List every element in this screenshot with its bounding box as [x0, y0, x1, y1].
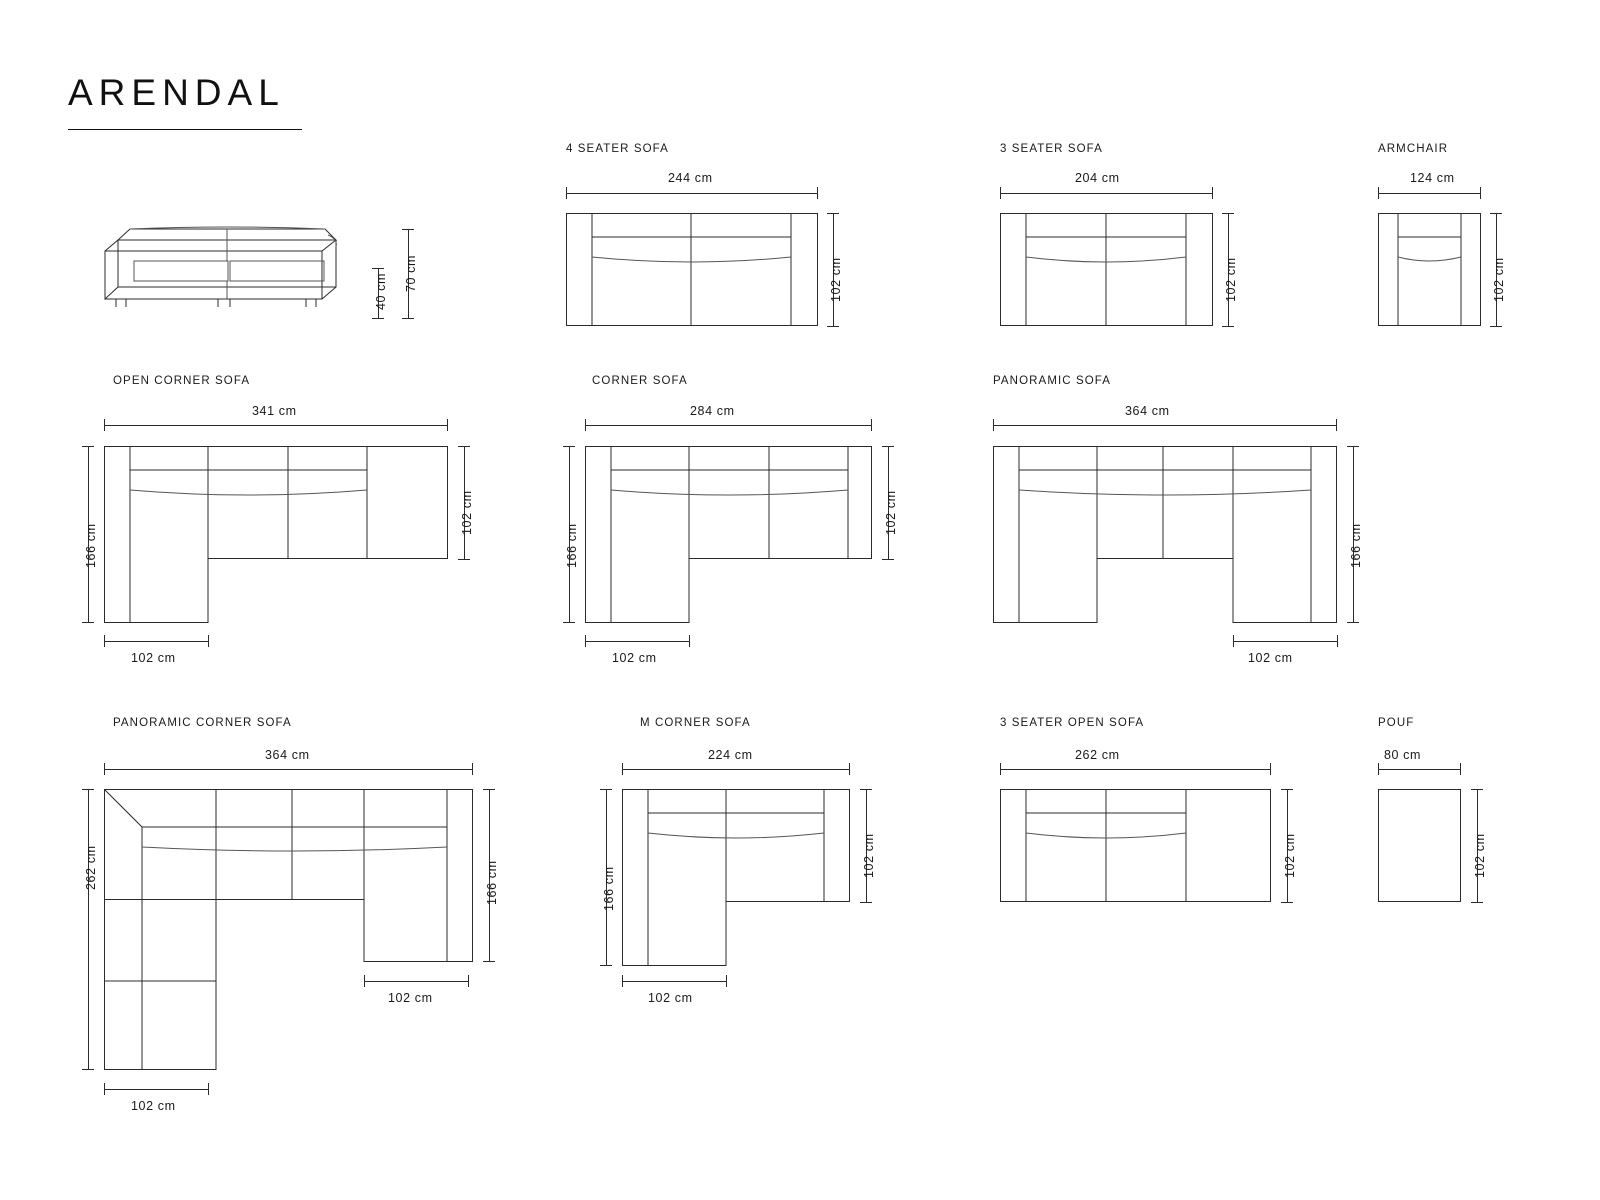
dim-corner-bottom-line — [585, 641, 690, 642]
dim-armchair-depth-tick-bottom — [1490, 326, 1502, 327]
dim-m-corner-width-tick-right — [849, 763, 850, 775]
plan-4-seater-sofa — [566, 213, 818, 326]
dim-panoramic-bottom-tick-left — [1233, 635, 1234, 647]
dim-4-seater-width-line — [566, 193, 818, 194]
perspective-height-total-tick-bottom — [402, 318, 414, 319]
dim-3-seater-open-width-line — [1000, 769, 1271, 770]
perspective-height-seat-label: 40 cm — [374, 272, 388, 310]
dim-armchair-depth-label: 102 cm — [1492, 257, 1506, 302]
plan-m-corner-sofa — [622, 789, 850, 966]
dim-panoramic-width-tick-right — [1336, 419, 1337, 431]
dim-pan-corner-width-tick-left — [104, 763, 105, 775]
dim-pan-corner-left-depth-line — [88, 789, 89, 1070]
dim-panoramic-bottom-tick-right — [1337, 635, 1338, 647]
dim-corner-depth-tick-bottom — [882, 559, 894, 560]
dim-3-seater-open-depth-label: 102 cm — [1283, 833, 1297, 878]
dim-pan-corner-depth-tick-bottom — [483, 961, 495, 962]
dim-pan-corner-right-bottom-tick-right — [468, 975, 469, 987]
dim-open-corner-width-tick-right — [447, 419, 448, 431]
dim-pan-corner-depth-label: 166 cm — [485, 860, 499, 905]
dim-armchair-width-tick-right — [1480, 187, 1481, 199]
dim-corner-depth-label: 102 cm — [884, 490, 898, 535]
dim-open-corner-left-depth-label: 166 cm — [84, 523, 98, 568]
dim-m-corner-left-depth-label: 166 cm — [602, 866, 616, 911]
item-label-3-seater-open-sofa: 3 SEATER OPEN SOFA — [1000, 717, 1145, 729]
item-label-3-seater-sofa: 3 SEATER SOFA — [1000, 143, 1103, 155]
dim-m-corner-depth-tick-bottom — [860, 902, 872, 903]
dim-open-corner-width-line — [104, 425, 448, 426]
dim-pouf-width-tick-left — [1378, 763, 1379, 775]
dim-open-corner-bottom-tick-right — [208, 635, 209, 647]
dim-3-seater-open-width-tick-right — [1270, 763, 1271, 775]
dim-armchair-width: 124 cm — [1410, 171, 1455, 185]
dim-4-seater-width: 244 cm — [668, 171, 713, 185]
dim-open-corner-bottom-tick-left — [104, 635, 105, 647]
perspective-height-seat-tick-top — [372, 268, 384, 269]
dim-3-seater-open-depth-tick-top — [1281, 789, 1293, 790]
dim-open-corner-width: 341 cm — [252, 404, 297, 418]
dim-panoramic-depth-label: 166 cm — [1349, 523, 1363, 568]
dim-3-seater-open-width: 262 cm — [1075, 748, 1120, 762]
dim-corner-left-depth-label: 166 cm — [565, 523, 579, 568]
dim-open-corner-depth-tick-bottom — [458, 559, 470, 560]
dim-corner-bottom-label: 102 cm — [612, 651, 657, 665]
dim-panoramic-width-tick-left — [993, 419, 994, 431]
dim-pouf-depth-tick-bottom — [1471, 902, 1483, 903]
plan-3-seater-open-sofa — [1000, 789, 1271, 902]
perspective-height-total-label: 70 cm — [404, 254, 418, 292]
dim-open-corner-depth-tick-top — [458, 446, 470, 447]
dim-panoramic-bottom-line — [1233, 641, 1338, 642]
dim-pouf-depth-tick-top — [1471, 789, 1483, 790]
dim-pan-corner-width-tick-right — [472, 763, 473, 775]
dim-corner-left-depth-tick-top — [563, 446, 575, 447]
dim-pan-corner-depth-tick-top — [483, 789, 495, 790]
dim-m-corner-depth-label: 102 cm — [862, 833, 876, 878]
dim-corner-width: 284 cm — [690, 404, 735, 418]
dim-3-seater-depth-tick-bottom — [1222, 326, 1234, 327]
dim-4-seater-width-tick-left — [566, 187, 567, 199]
dim-3-seater-open-depth-tick-bottom — [1281, 902, 1293, 903]
dim-m-corner-depth-tick-top — [860, 789, 872, 790]
plan-panoramic-sofa — [993, 446, 1337, 623]
item-label-panoramic-corner-sofa: PANORAMIC CORNER SOFA — [113, 717, 292, 729]
dim-pouf-depth-label: 102 cm — [1473, 833, 1487, 878]
title-divider — [68, 129, 302, 130]
dim-4-seater-depth-tick-top — [827, 213, 839, 214]
item-label-m-corner-sofa: M CORNER SOFA — [640, 717, 751, 729]
dim-m-corner-left-depth-tick-bottom — [600, 965, 612, 966]
dim-m-corner-bottom-tick-right — [726, 975, 727, 987]
dim-pouf-width-tick-right — [1460, 763, 1461, 775]
dim-m-corner-bottom-label: 102 cm — [648, 991, 693, 1005]
dim-pouf-width: 80 cm — [1384, 748, 1422, 762]
dim-open-corner-left-depth-tick-bottom — [82, 622, 94, 623]
dim-pan-corner-left-depth-label: 262 cm — [84, 845, 98, 890]
item-label-panoramic-sofa: PANORAMIC SOFA — [993, 375, 1112, 387]
plan-panoramic-corner-sofa — [104, 789, 473, 1070]
dim-3-seater-depth-tick-top — [1222, 213, 1234, 214]
dim-pouf-width-line — [1378, 769, 1461, 770]
plan-open-corner-sofa — [104, 446, 448, 623]
dim-pan-corner-bottom-line — [104, 1089, 209, 1090]
dim-4-seater-depth-tick-bottom — [827, 326, 839, 327]
item-label-open-corner-sofa: OPEN CORNER SOFA — [113, 375, 251, 387]
plan-pouf — [1378, 789, 1461, 902]
dim-pan-corner-left-depth-tick-top — [82, 789, 94, 790]
dim-pan-corner-width: 364 cm — [265, 748, 310, 762]
plan-3-seater-sofa — [1000, 213, 1213, 326]
dim-3-seater-depth-label: 102 cm — [1224, 257, 1238, 302]
dim-3-seater-width-tick-left — [1000, 187, 1001, 199]
dim-pan-corner-bottom-tick-right — [208, 1083, 209, 1095]
dim-open-corner-left-depth-tick-top — [82, 446, 94, 447]
dim-armchair-width-tick-left — [1378, 187, 1379, 199]
dim-panoramic-bottom-label: 102 cm — [1248, 651, 1293, 665]
plan-armchair — [1378, 213, 1481, 326]
dim-pan-corner-right-bottom-label: 102 cm — [388, 991, 433, 1005]
dim-m-corner-bottom-line — [622, 981, 727, 982]
dim-armchair-width-line — [1378, 193, 1481, 194]
dim-m-corner-left-depth-tick-top — [600, 789, 612, 790]
dim-3-seater-open-width-tick-left — [1000, 763, 1001, 775]
dim-corner-bottom-tick-right — [689, 635, 690, 647]
dim-3-seater-width-tick-right — [1212, 187, 1213, 199]
dim-open-corner-width-tick-left — [104, 419, 105, 431]
dim-corner-left-depth-tick-bottom — [563, 622, 575, 623]
dim-open-corner-bottom-label: 102 cm — [131, 651, 176, 665]
dim-armchair-depth-tick-top — [1490, 213, 1502, 214]
dim-4-seater-depth-label: 102 cm — [829, 257, 843, 302]
page-title: ARENDAL — [68, 72, 285, 113]
dim-pan-corner-left-depth-tick-bottom — [82, 1069, 94, 1070]
dim-pan-corner-right-bottom-line — [364, 981, 469, 982]
dim-pan-corner-width-line — [104, 769, 473, 770]
dim-panoramic-width: 364 cm — [1125, 404, 1170, 418]
plan-corner-sofa — [585, 446, 872, 623]
dim-3-seater-width: 204 cm — [1075, 171, 1120, 185]
perspective-sofa-drawing — [100, 215, 370, 330]
dim-panoramic-depth-tick-bottom — [1347, 622, 1359, 623]
dim-m-corner-width: 224 cm — [708, 748, 753, 762]
dim-corner-width-line — [585, 425, 872, 426]
perspective-height-seat-tick-bottom — [372, 318, 384, 319]
dim-corner-width-tick-right — [871, 419, 872, 431]
dim-m-corner-width-line — [622, 769, 850, 770]
dim-m-corner-bottom-tick-left — [622, 975, 623, 987]
dim-corner-bottom-tick-left — [585, 635, 586, 647]
dim-corner-depth-tick-top — [882, 446, 894, 447]
dim-open-corner-bottom-line — [104, 641, 209, 642]
dim-panoramic-width-line — [993, 425, 1337, 426]
dim-pan-corner-right-bottom-tick-left — [364, 975, 365, 987]
dim-pan-corner-bottom-tick-left — [104, 1083, 105, 1095]
dim-4-seater-width-tick-right — [817, 187, 818, 199]
perspective-height-total-tick-top — [402, 229, 414, 230]
item-label-pouf: POUF — [1378, 717, 1415, 729]
dim-panoramic-depth-tick-top — [1347, 446, 1359, 447]
dim-3-seater-width-line — [1000, 193, 1213, 194]
dim-pan-corner-bottom-label: 102 cm — [131, 1099, 176, 1113]
item-label-corner-sofa: CORNER SOFA — [592, 375, 688, 387]
dim-m-corner-width-tick-left — [622, 763, 623, 775]
dim-corner-width-tick-left — [585, 419, 586, 431]
dim-open-corner-depth-label: 102 cm — [460, 490, 474, 535]
item-label-4-seater-sofa: 4 SEATER SOFA — [566, 143, 669, 155]
item-label-armchair: ARMCHAIR — [1378, 143, 1449, 155]
